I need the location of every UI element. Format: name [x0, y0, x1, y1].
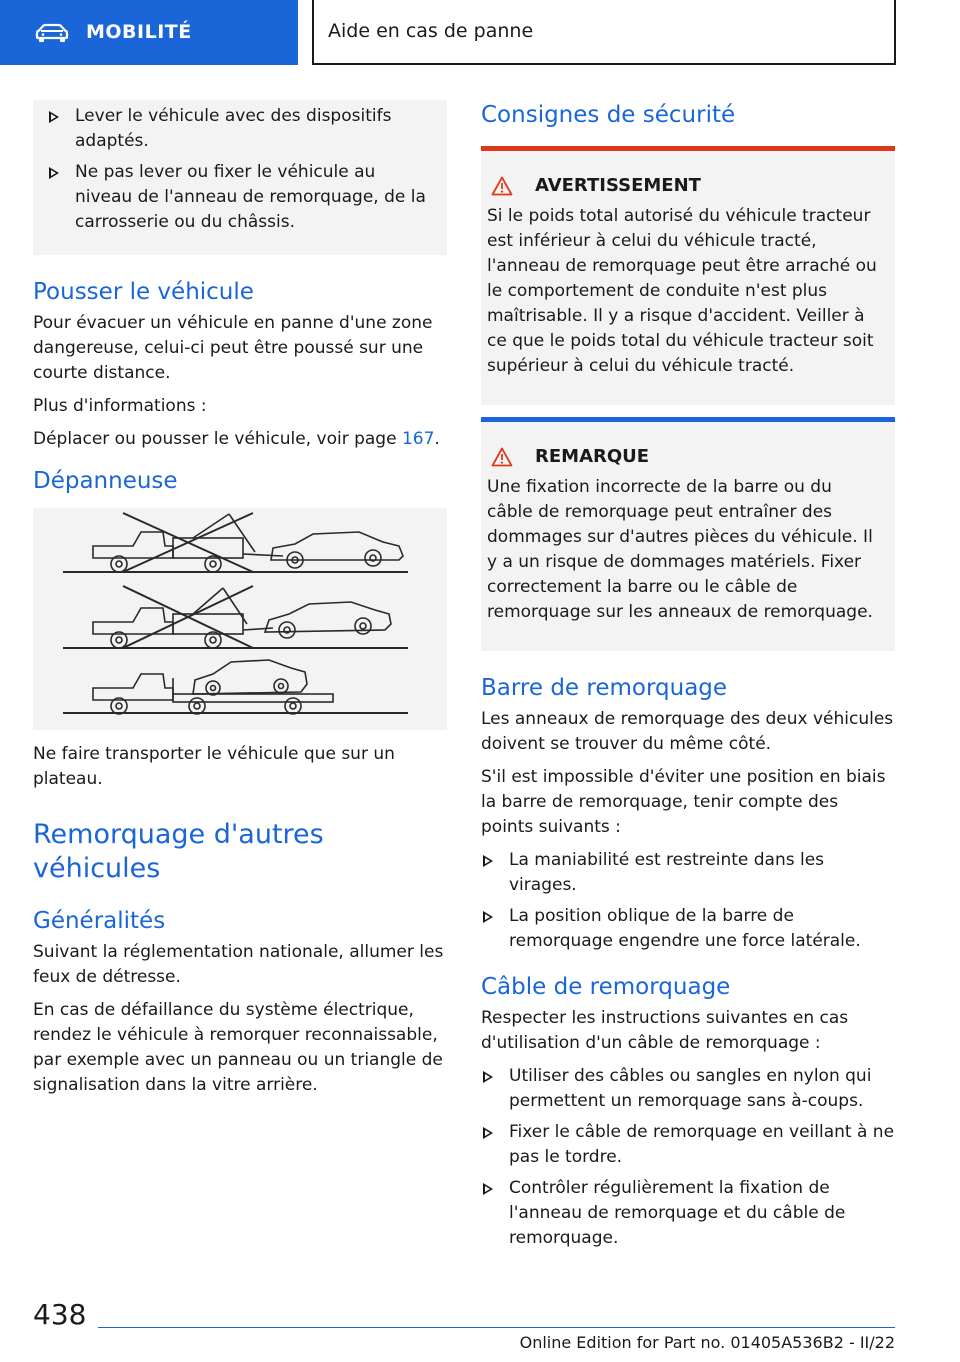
note-triangle-icon	[491, 447, 513, 467]
car-icon	[34, 22, 70, 44]
warning-triangle-icon	[491, 176, 513, 196]
push-reference-end: .	[434, 429, 440, 449]
lift-instructions-box	[33, 100, 447, 255]
towing-others-heading: Remorquage d'autres véhicules	[33, 819, 324, 884]
warning-box	[481, 146, 895, 405]
list-item: Ne pas lever ou fixer le véhicule au niveau de l'anneau de remorquage, de la carrosserie ou du châssis.	[47, 160, 433, 235]
section-tab	[0, 0, 298, 65]
push-paragraph: Pour évacuer un véhicule en panne d'une zone dangereuse, celui-ci peut être poussé sur une courte distance.	[33, 313, 433, 383]
push-reference	[33, 427, 447, 452]
tow-bar-heading: Barre de remorquage	[481, 675, 728, 701]
general-paragraph-2: En cas de défaillance du système électrique, rendez le véhicule à remorquer reconnaissable, par exemple avec un panneau ou un triangle de signalisation dans la vitre arrière.	[33, 1000, 443, 1095]
warning-title: AVERTISSEMENT	[535, 175, 701, 196]
list-item: La maniabilité est restreinte dans les virages.	[481, 848, 895, 898]
safety-heading: Consignes de sécurité	[481, 102, 736, 128]
push-reference-text: Déplacer ou pousser le véhicule, voir page	[33, 429, 402, 449]
general-heading: Généralités	[33, 908, 166, 934]
tow-truck-heading: Dépanneuse	[33, 468, 178, 494]
page-number: 438	[33, 1298, 87, 1331]
list-item: Contrôler régulièrement la fixation de l'anneau de remorquage et du câble de remorquage.	[481, 1176, 895, 1251]
push-info-label: Plus d'informations :	[33, 396, 207, 416]
tow-rope-heading: Câble de remorquage	[481, 974, 731, 1000]
tow-truck-figure	[33, 508, 447, 730]
tow-bar-paragraph-1: Les anneaux de remorquage des deux véhicules doivent se trouver du même côté.	[481, 709, 894, 754]
note-box	[481, 417, 895, 651]
lift-list	[47, 104, 433, 235]
list-item: Lever le véhicule avec des dispositifs adaptés.	[47, 104, 433, 154]
footer-divider	[98, 1327, 895, 1328]
warning-text: Si le poids total autorisé du véhicule tracteur est inférieur à celui du véhicule tracté, l'anneau de remorquage peut être arraché ou le comportement de conduite n'est plus maîtrisable. Il y a risque d'accident. Veiller à ce que le poids total du véhicule tracteur soit supérieur à celui du véhicule tracté.	[487, 206, 877, 376]
warning-title-row	[487, 173, 881, 198]
note-title-row	[487, 444, 881, 469]
list-item: Fixer le câble de remorquage en veillant à ne pas le tordre.	[481, 1120, 895, 1170]
tow-rope-list	[481, 1064, 895, 1251]
note-text: Une fixation incorrecte de la barre ou du câble de remorquage peut entraîner des dommages sur d'autres pièces du véhicule. Il y a un risque de dommages matériels. Fixer correctement la barre ou le câble de remorquage sur les anneaux de remorquage.	[487, 477, 873, 622]
chapter-title: Aide en cas de panne	[328, 20, 534, 42]
note-title: REMARQUE	[535, 446, 650, 467]
chapter-header	[312, 0, 896, 65]
list-item: Utiliser des câbles ou sangles en nylon qui permettent un remorquage sans à-coups.	[481, 1064, 895, 1114]
left-column	[33, 100, 447, 1106]
tow-truck-caption: Ne faire transporter le véhicule que sur un plateau.	[33, 744, 395, 789]
tow-rope-paragraph: Respecter les instructions suivantes en cas d'utilisation d'un câble de remorquage :	[481, 1008, 849, 1053]
tow-bar-paragraph-2: S'il est impossible d'éviter une position en biais la barre de remorquage, tenir compte des points suivants :	[481, 767, 886, 837]
tow-bar-list	[481, 848, 895, 954]
push-heading: Pousser le véhicule	[33, 279, 254, 305]
right-column	[481, 100, 895, 1257]
list-item: La position oblique de la barre de remorquage engendre une force latérale.	[481, 904, 895, 954]
page-link[interactable]: 167	[401, 429, 435, 449]
edition-info: Online Edition for Part no. 01405A536B2 - II/22	[519, 1333, 895, 1352]
tow-truck-illustration	[33, 508, 447, 730]
general-paragraph-1: Suivant la réglementation nationale, allumer les feux de détresse.	[33, 942, 444, 987]
section-title: MOBILITÉ	[86, 21, 192, 43]
